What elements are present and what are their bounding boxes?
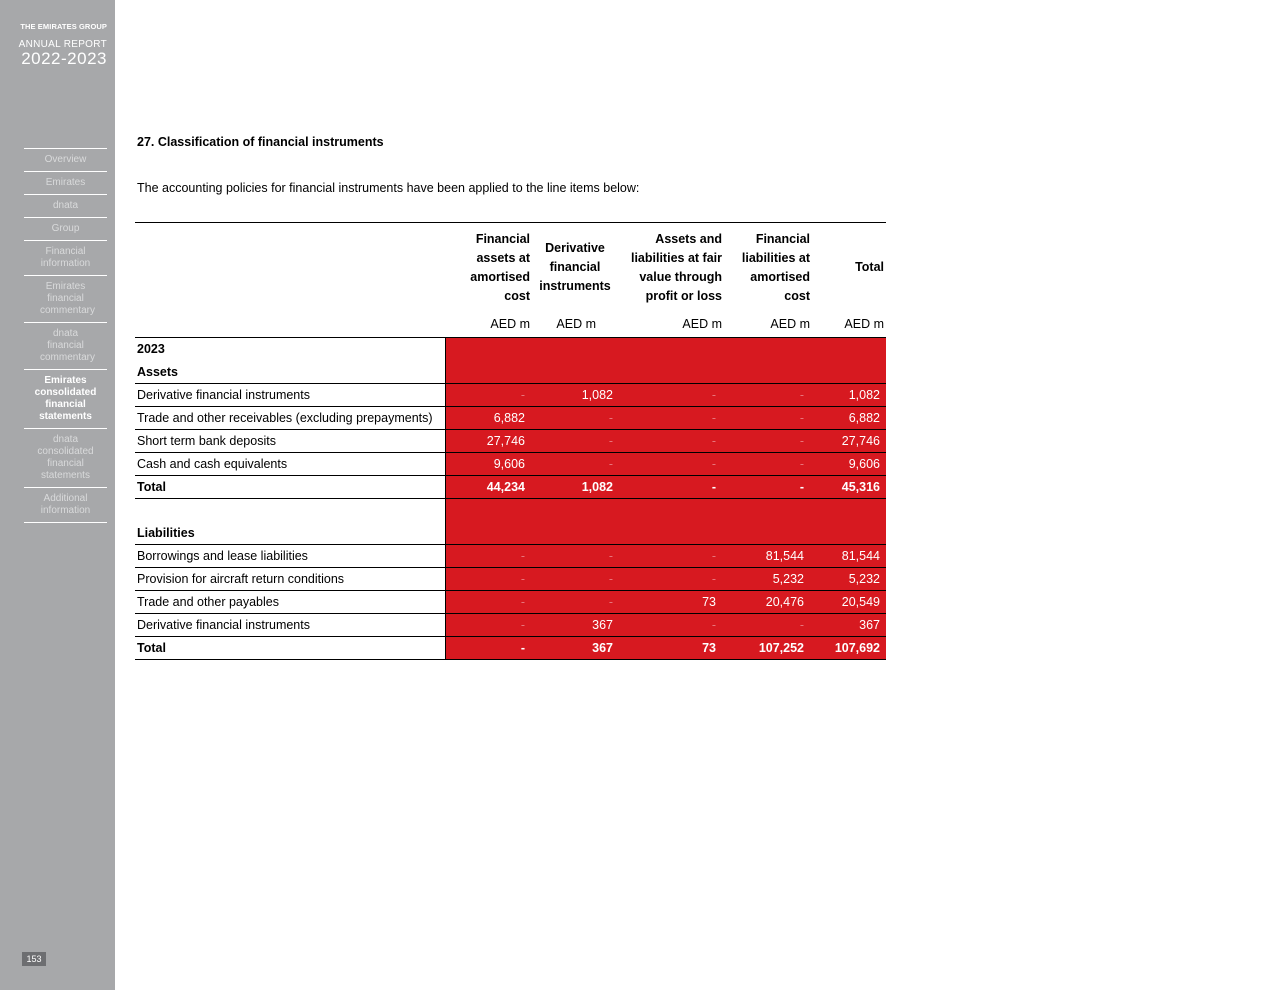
table-cell [532, 499, 620, 522]
column-header: Financial liabilities at amortised cost [741, 231, 810, 303]
table-cell: 81,544 [724, 545, 812, 568]
table-cell: - [532, 545, 620, 568]
table-cell [445, 499, 532, 522]
table-cell: - [445, 384, 532, 407]
row-label: Borrowings and lease liabilities [135, 545, 445, 568]
nav-item-label: Overview [44, 154, 87, 165]
year-row [135, 338, 886, 361]
row-label: Provision for aircraft return conditions [135, 568, 445, 591]
table-cell [620, 499, 724, 522]
table-cell: 20,549 [812, 591, 886, 614]
unit-label: AED m [532, 311, 620, 338]
table-cell [812, 338, 886, 361]
table-cell: - [445, 545, 532, 568]
table-cell: 6,882 [445, 407, 532, 430]
header-label-spacer [135, 223, 445, 311]
nav-item-label: Additional information [40, 493, 91, 516]
table-cell: 20,476 [724, 591, 812, 614]
table-cell: - [724, 384, 812, 407]
liabilities-total-row [135, 637, 886, 660]
table-cell: - [532, 568, 620, 591]
table-cell: - [445, 568, 532, 591]
column-header: Total [855, 260, 884, 275]
table-cell: 5,232 [812, 568, 886, 591]
table-cell [620, 361, 724, 384]
sidebar-nav [24, 148, 107, 523]
report-name: ANNUAL REPORT [18, 39, 107, 50]
table-cell: - [532, 407, 620, 430]
table-cell: 1,082 [532, 384, 620, 407]
table-cell: - [620, 568, 724, 591]
row-label: Short term bank deposits [135, 430, 445, 453]
table-cell: 6,882 [812, 407, 886, 430]
table-cell: 367 [812, 614, 886, 637]
table-cell [532, 338, 620, 361]
units-row [135, 311, 886, 338]
table-cell [724, 499, 812, 522]
row-label: Total [135, 476, 445, 499]
row-label: Trade and other payables [135, 591, 445, 614]
table-row [135, 453, 886, 476]
group-name: THE EMIRATES GROUP [20, 22, 107, 31]
nav-item-label: Financial information [40, 246, 91, 269]
table-cell: 107,692 [812, 637, 886, 660]
table-cell: - [620, 430, 724, 453]
table-cell: - [724, 430, 812, 453]
table-cell: - [445, 614, 532, 637]
assets-heading-row [135, 361, 886, 384]
units-label-spacer [135, 311, 445, 338]
column-header: Derivative financial instruments [539, 241, 611, 294]
table-cell: 73 [620, 591, 724, 614]
table-row [135, 407, 886, 430]
assets-total-row [135, 476, 886, 499]
brand-block [19, 22, 107, 67]
nav-item-group[interactable] [24, 217, 107, 240]
table-cell [445, 361, 532, 384]
table-row [135, 614, 886, 637]
classification-table [135, 222, 886, 660]
table-cell: 27,746 [812, 430, 886, 453]
table-cell [532, 361, 620, 384]
page-number: 153 [22, 952, 46, 966]
table-cell: 9,606 [812, 453, 886, 476]
table-cell: - [620, 614, 724, 637]
table-cell: - [445, 591, 532, 614]
nav-item-financial-information[interactable] [24, 240, 107, 275]
table-cell [724, 361, 812, 384]
table-cell: - [724, 407, 812, 430]
table-cell [445, 522, 532, 545]
table-row [135, 430, 886, 453]
table-row [135, 384, 886, 407]
table-cell: 107,252 [724, 637, 812, 660]
row-label: Trade and other receivables (excluding prepayments) [135, 407, 445, 430]
table-cell: - [620, 384, 724, 407]
nav-item-dnata-financial-commentary[interactable] [24, 322, 107, 369]
table-row [135, 591, 886, 614]
table-cell: - [724, 453, 812, 476]
table-cell: 367 [532, 614, 620, 637]
table-cell: 1,082 [812, 384, 886, 407]
table-cell: 81,544 [812, 545, 886, 568]
table-cell: 1,082 [532, 476, 620, 499]
nav-item-label: Emirates [45, 177, 86, 188]
table-cell [812, 522, 886, 545]
table-cell [532, 522, 620, 545]
table-cell: 9,606 [445, 453, 532, 476]
table-cell: 73 [620, 637, 724, 660]
table-cell: - [620, 453, 724, 476]
row-label: Derivative financial instruments [135, 384, 445, 407]
table-row [135, 568, 886, 591]
table-row [135, 545, 886, 568]
nav-item-label: Emirates financial commentary [40, 281, 96, 316]
table-cell [445, 338, 532, 361]
intro-text: The accounting policies for financial instruments have been applied to the line items below: [137, 181, 640, 195]
table-cell: 5,232 [724, 568, 812, 591]
table-cell [812, 499, 886, 522]
liabilities-heading-row [135, 522, 886, 545]
unit-label: AED m [620, 311, 724, 338]
nav-item-label: dnata financial commentary [40, 328, 96, 363]
table-cell: 27,746 [445, 430, 532, 453]
table-cell: 45,316 [812, 476, 886, 499]
nav-item-label: Emirates consolidated financial statements [34, 375, 97, 422]
table-cell [812, 361, 886, 384]
nav-item-label: Group [51, 223, 80, 234]
nav-item-label: dnata [52, 200, 79, 211]
spacer-row [135, 499, 886, 522]
row-label: Derivative financial instruments [135, 614, 445, 637]
liabilities-heading: Liabilities [135, 522, 445, 545]
column-header: Financial assets at amortised cost [470, 231, 530, 303]
nav-item-label: dnata consolidated financial statements [37, 434, 94, 481]
column-header: Assets and liabilities at fair value through profit or loss [630, 231, 722, 303]
table-cell [620, 338, 724, 361]
table-cell [724, 522, 812, 545]
spacer [135, 499, 445, 522]
table-cell: - [620, 476, 724, 499]
table-cell: 44,234 [445, 476, 532, 499]
assets-heading: Assets [135, 361, 445, 384]
nav-item-dnata[interactable] [24, 194, 107, 217]
nav-item-dnata-consolidated-statements[interactable] [24, 428, 107, 487]
table-cell: - [532, 453, 620, 476]
table-cell: - [532, 591, 620, 614]
table-cell: 367 [532, 637, 620, 660]
report-years: 2022-2023 [21, 49, 107, 68]
row-label: Cash and cash equivalents [135, 453, 445, 476]
unit-label: AED m [812, 311, 886, 338]
table-cell [620, 522, 724, 545]
year-label: 2023 [135, 338, 445, 361]
sidebar [0, 0, 115, 990]
nav-item-emirates[interactable] [24, 171, 107, 194]
table-body [135, 338, 886, 660]
table-cell: - [620, 407, 724, 430]
nav-item-additional-information[interactable] [24, 487, 107, 523]
table-cell: - [724, 476, 812, 499]
nav-item-overview[interactable] [24, 148, 107, 171]
nav-item-emirates-financial-commentary[interactable] [24, 275, 107, 322]
row-label: Total [135, 637, 445, 660]
column-header-row [135, 223, 886, 311]
table-cell: - [532, 430, 620, 453]
nav-item-emirates-consolidated-statements[interactable] [24, 369, 107, 428]
section-title: 27. Classification of financial instruments [137, 135, 384, 149]
table-cell: - [620, 545, 724, 568]
unit-label: AED m [724, 311, 812, 338]
table-cell: - [445, 637, 532, 660]
table-cell: - [724, 614, 812, 637]
table-cell [724, 338, 812, 361]
unit-label: AED m [445, 311, 532, 338]
